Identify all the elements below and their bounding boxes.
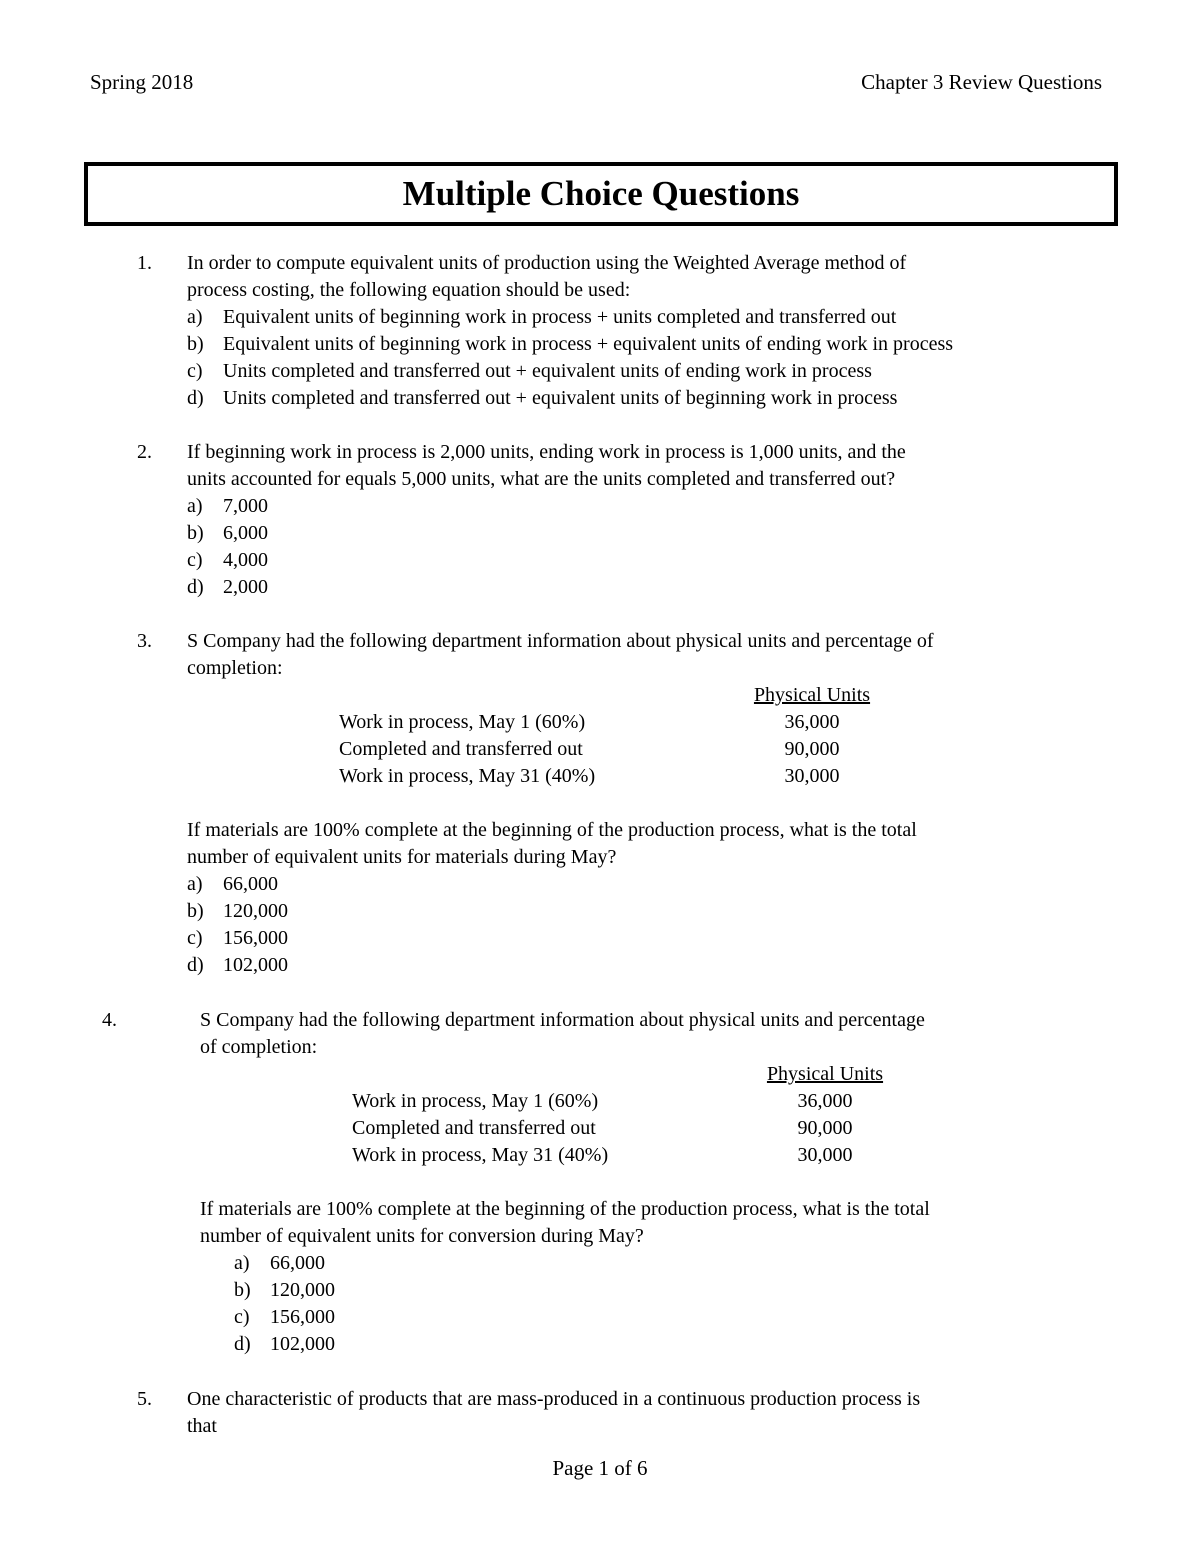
question-text-line: number of equivalent units for conversion during May? (200, 1225, 644, 1247)
question-text-line: that (187, 1415, 217, 1437)
option-a: a) Equivalent units of beginning work in process + units completed and transferred out (187, 306, 897, 328)
option-c: c) 4,000 (187, 549, 268, 571)
page-number: Page 1 of 6 (552, 1456, 648, 1480)
option-a: a) 66,000 (234, 1252, 325, 1274)
question-text-line: units accounted for equals 5,000 units, what are the units completed and transferred out? (187, 468, 896, 490)
table-row: Completed and transferred out 90,000 (339, 738, 840, 760)
option-c: c) 156,000 (234, 1306, 335, 1328)
option-d: d) 102,000 (187, 954, 288, 976)
question-number: 3. (137, 630, 152, 652)
question-text-line: process costing, the following equation should be used: (187, 279, 631, 301)
question-text-line: One characteristic of products that are mass-produced in a continuous production process is (187, 1388, 921, 1410)
question-number: 4. (102, 1009, 117, 1031)
option-d: d) Units completed and transferred out + equivalent units of beginning work in process (187, 387, 898, 409)
option-d: d) 2,000 (187, 576, 268, 598)
table-row: Completed and transferred out 90,000 (352, 1117, 853, 1139)
title-box (84, 162, 1118, 226)
header-left: Spring 2018 (90, 70, 194, 94)
table-header: Physical Units (753, 684, 871, 706)
units-table (339, 682, 1087, 790)
option-b: b) 120,000 (187, 900, 288, 922)
table-row: Work in process, May 1 (60%) 36,000 (352, 1090, 853, 1112)
option-b: b) Equivalent units of beginning work in process + equivalent units of ending work in process (187, 333, 954, 355)
question-number: 1. (137, 252, 152, 274)
table-row: Work in process, May 31 (40%) 30,000 (352, 1144, 853, 1166)
question-number: 2. (137, 441, 152, 463)
option-a: a) 7,000 (187, 495, 268, 517)
option-c: c) Units completed and transferred out + equivalent units of ending work in process (187, 360, 872, 382)
question-text-line: If materials are 100% complete at the beginning of the production process, what is the total (200, 1198, 930, 1220)
option-b: b) 6,000 (187, 522, 268, 544)
table-row: Work in process, May 1 (60%) 36,000 (339, 711, 840, 733)
question-text-line: If materials are 100% complete at the beginning of the production process, what is the total (187, 819, 917, 841)
header-right: Chapter 3 Review Questions (861, 70, 1102, 94)
units-table (352, 1061, 1100, 1169)
option-b: b) 120,000 (234, 1279, 335, 1301)
table-row: Work in process, May 31 (40%) 30,000 (339, 765, 840, 787)
question-text-line: If beginning work in process is 2,000 units, ending work in process is 1,000 units, and the (187, 441, 906, 463)
question-text-line: S Company had the following department information about physical units and percentage of (187, 630, 934, 652)
option-d: d) 102,000 (234, 1333, 335, 1355)
option-c: c) 156,000 (187, 927, 288, 949)
table-header: Physical Units (766, 1063, 884, 1085)
question-text-line: number of equivalent units for materials during May? (187, 846, 617, 868)
question-text-line: In order to compute equivalent units of production using the Weighted Average method of (187, 252, 907, 274)
question-text-line: of completion: (200, 1036, 318, 1058)
question-text-line: completion: (187, 657, 283, 679)
option-a: a) 66,000 (187, 873, 278, 895)
question-text-line: S Company had the following department information about physical units and percentage (200, 1009, 925, 1031)
question-number: 5. (137, 1388, 152, 1410)
page-title: Multiple Choice Questions (402, 174, 800, 213)
